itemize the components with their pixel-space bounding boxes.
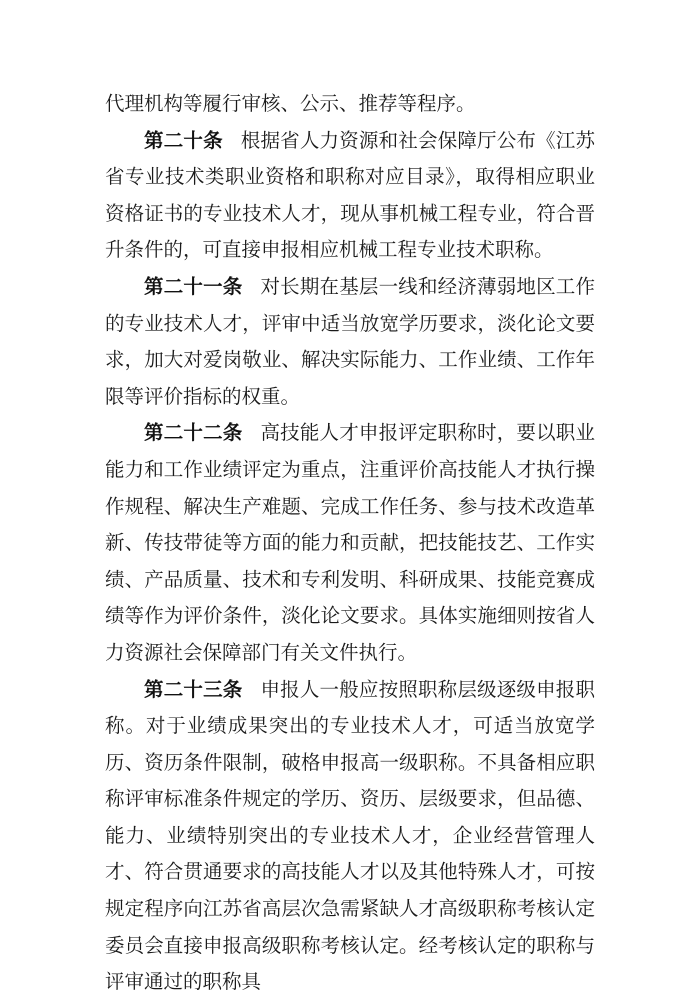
article-20 (105, 123, 595, 269)
article-text: 根据省人力资源和社会保障厅公布《江苏省专业技术类职业资格和职称对应目录》，取得相应职业资格证书的专业技术人才，现从事机械工程专业，符合晋升条件的，可直接申报相应机械工程专业技术职称。 (105, 128, 595, 262)
article-number: 第二十三条 (144, 677, 243, 701)
article-text: 对长期在基层一线和经济薄弱地区工作的专业技术人才，评审中适当放宽学历要求，淡化论文要求，加大对爱岗敬业、解决实际能力、工作业绩、工作年限等评价指标的权重。 (105, 274, 595, 408)
article-23 (105, 672, 595, 1001)
article-21 (105, 269, 595, 415)
article-number: 第二十二条 (144, 421, 243, 445)
paragraph-text: 代理机构等履行审核、公示、推荐等程序。 (105, 92, 476, 115)
document-body (105, 86, 595, 1001)
article-text: 高技能人才申报评定职称时，要以职业能力和工作业绩评定为重点，注重评价高技能人才执行操作规程、解决生产难题、完成工作任务、参与技术改造革新、传技带徒等方面的能力和贡献，把技能技艺、工作实绩、产品质量、技术和专利发明、科研成果、技能竞赛成绩等作为评价条件，淡化论文要求。具体实施细则按省人力资源社会保障部门有关文件执行。 (105, 421, 595, 664)
article-text: 申报人一般应按照职称层级逐级申报职称。对于业绩成果突出的专业技术人才，可适当放宽学历、资历条件限制，破格申报高一级职称。不具备相应职称评审标准条件规定的学历、资历、层级要求，但品德、能力、业绩特别突出的专业技术人才，企业经营管理人才、符合贯通要求的高技能人才以及其他特殊人才，可按规定程序向江苏省高层次急需紧缺人才高级职称考核认定委员会直接申报高级职称考核认定。经考核认定的职称与评审通过的职称具 (105, 677, 595, 994)
paragraph-continued (105, 86, 595, 123)
article-number: 第二十条 (144, 128, 223, 152)
article-22 (105, 415, 595, 671)
article-number: 第二十一条 (144, 274, 243, 298)
